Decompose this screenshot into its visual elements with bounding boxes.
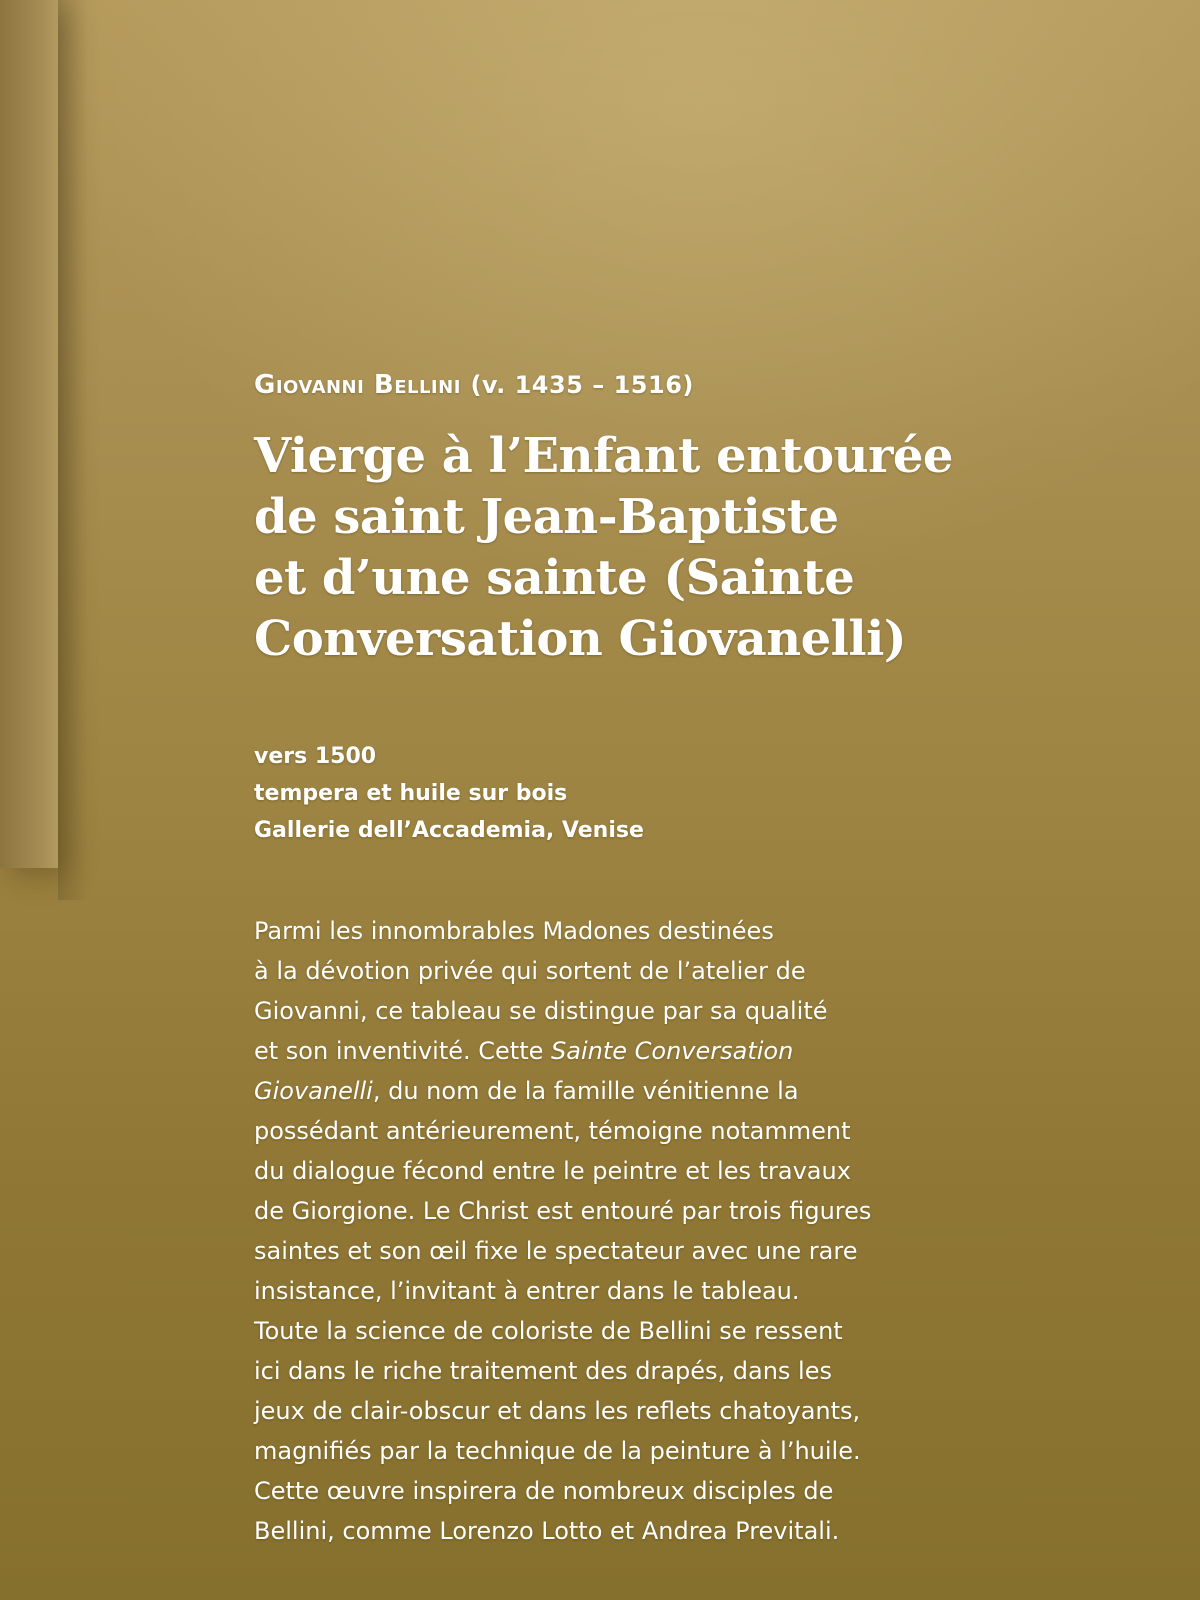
description-line: jeux de clair-obscur et dans les reflets chatoyants, [254,1397,861,1425]
artist-line [254,370,1054,400]
description-line: Cette œuvre inspirera de nombreux disciples de [254,1477,834,1505]
artist-name: Giovanni Bellini [254,370,461,400]
artwork-title [254,426,1054,670]
description-line: à la dévotion privée qui sortent de l’atelier de [254,957,806,985]
description-line: Giovanni, ce tableau se distingue par sa qualité [254,997,828,1025]
description-line: de Giorgione. Le Christ est entouré par trois figures [254,1197,872,1225]
description-line: insistance, l’invitant à entrer dans le tableau. [254,1277,800,1305]
description-line: Parmi les innombrables Madones destinées [254,917,774,945]
description-italic-title: Giovanelli [254,1077,373,1105]
description-line [254,1071,1044,1111]
artwork-date: vers 1500 [254,744,377,769]
artwork-details [254,738,1054,849]
description-text: , du nom de la famille vénitienne la [372,1077,799,1105]
title-line: de saint Jean-Baptiste [254,489,839,545]
description-italic-title: Sainte Conversation [551,1037,794,1065]
description-text: et son inventivité. Cette [254,1037,552,1065]
artist-dates: (v. 1435 – 1516) [470,371,694,399]
artwork-medium: tempera et huile sur bois [254,781,568,806]
description-line: possédant antérieurement, témoigne notamment [254,1117,851,1145]
description-line: ici dans le riche traitement des drapés, dans les [254,1357,832,1385]
title-line: Vierge à l’Enfant entourée [254,428,953,484]
wall-panel-shadow [0,0,58,868]
artwork-description [254,911,1044,1551]
description-line: du dialogue fécond entre le peintre et les travaux [254,1157,851,1185]
description-line: Toute la science de coloriste de Bellini se ressent [254,1317,843,1345]
title-line: Conversation Giovanelli) [254,611,907,667]
museum-wall-label [254,370,1054,1551]
description-line: magnifiés par la technique de la peinture à l’huile. [254,1437,861,1465]
artwork-location: Gallerie dell’Accademia, Venise [254,818,644,843]
description-line: saintes et son œil fixe le spectateur avec une rare [254,1237,858,1265]
wall-panel-edge [58,0,88,900]
description-line: Bellini, comme Lorenzo Lotto et Andrea Previtali. [254,1517,840,1545]
description-line [254,1031,1044,1071]
title-line: et d’une sainte (Sainte [254,550,855,606]
